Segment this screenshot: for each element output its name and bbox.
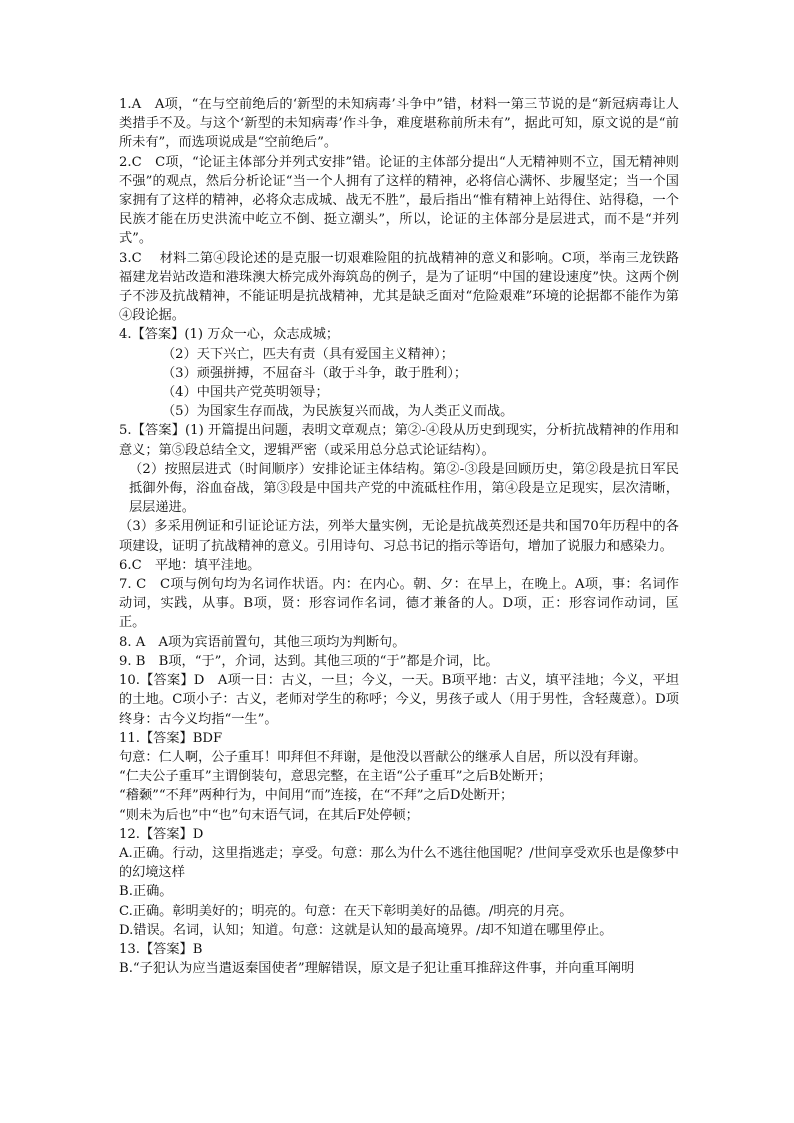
answer-11-note-b: “仁夫公子重耳”主谓倒装句，意思完整，在主语“公子重耳”之后B处断开； — [119, 769, 552, 785]
answer-4-line-4: （4）中国共产党英明领导； — [162, 385, 329, 401]
answer-4-line-3: （3）顽强拼搏，不屈奋斗（敢于斗争，敢于胜利）； — [162, 365, 468, 381]
answer-12-option-d: D.错误。名词，认知；知道。句意：这就是认知的最高境界。/却不知道在哪里停止。 — [119, 922, 613, 938]
answer-11-note-d: “稽颡”“不拜”两种行为，中间用“而”连接，在“不拜”之后D处断开； — [119, 788, 514, 804]
answer-2: 2.C C项，“论证主体部分并列式安排”错。论证的主体部分提出“人无精神则不立，国无精神则不强”的观点，然后分析论证“当一个人拥有了这样的精神，必将信心满怀、步履坚定；当一个国家拥有了这样的精神，必将众志成城、战无不胜”，最后指出“惟有精神上站得住、站得稳，一个民族才能在历史洪流中屹立不倒、挺立潮头”，所以，论证的主体部分是层进式，而不是“并列式”。 — [119, 154, 679, 247]
answer-key-page — [119, 95, 679, 978]
answer-11-meaning: 句意：仁人啊，公子重耳！叩拜但不拜谢，是他没以晋献公的继承人自居，所以没有拜谢。 — [119, 749, 647, 765]
answer-11-note-f: “则未为后也”中“也”句末语气词，在其后F处停顿； — [119, 807, 419, 823]
answer-4-line-5: （5）为国家生存而战，为民族复兴而战，为人类正义而战。 — [162, 404, 514, 420]
answer-6: 6.C 平地：填平洼地。 — [119, 557, 261, 573]
answer-8: 8. A A项为宾语前置句，其他三项均为判断句。 — [119, 634, 406, 650]
answer-12-option-b: B.正确。 — [119, 884, 173, 900]
answer-12-heading: 12.【答案】D — [119, 826, 204, 842]
answer-4-line-1: 4.【答案】(1) 万众一心，众志成城； — [119, 327, 340, 343]
answer-5-part-2: （2）按照层进式（时间顺序）安排论证主体结构。第②-③段是回顾历史，第②段是抗日军民抵御外侮，浴血奋战，第③段是中国共产党的中流砥柱作用，第④段是立足现实，层次清晰，层层递进。 — [129, 461, 679, 516]
answer-3: 3.C 材料二第④段论述的是克服一切艰难险阻的抗战精神的意义和影响。C项，举南三龙铁路福建龙岩站改造和港珠澳大桥完成外海筑岛的例子，是为了证明“中国的建设速度”快。这两个例子不涉及抗战精神，不能证明是抗战精神，尤其是缺乏面对“危险艰难”环境的论据都不能作为第④段论据。 — [119, 250, 679, 324]
answer-12-option-c: C.正确。彰明美好的；明亮的。句意：在天下彰明美好的品德。/明亮的月亮。 — [119, 903, 573, 919]
answer-13-heading: 13.【答案】B — [119, 941, 203, 957]
answer-5-part-1: 5.【答案】(1) 开篇提出问题，表明文章观点；第②-④段从历史到现实，分析抗战精神的作用和意义；第⑤段总结全文，逻辑严密（或采用总分总式论证结构）。 — [119, 423, 679, 458]
answer-4-line-2: （2）天下兴亡，匹夫有责（具有爱国主义精神）； — [162, 346, 454, 362]
answer-10: 10.【答案】D A项一日：古义，一旦；今义，一天。B项平地：古义，填平洼地；今义，平坦的土地。C项小子：古义，老师对学生的称呼；今义，男孩子或人（用于男性，含轻蔑意）。D项终身：古今义均指“一生”。 — [119, 673, 679, 727]
answer-11-heading: 11.【答案】BDF — [119, 730, 223, 746]
answer-5-part-3: （3）多采用例证和引证论证方法，列举大量实例，无论是抗战英烈还是共和国70年历程中的各项建设，证明了抗战精神的意义。引用诗句、习总书记的指示等语句，增加了说服力和感染力。 — [119, 519, 679, 554]
answer-1: 1.A A项，“在与空前绝后的‘新型的未知病毒’斗争中”错，材料一第三节说的是“新冠病毒让人类措手不及。与这个‘新型的未知病毒’作斗争，难度堪称前所未有”，据此可知，原文说的是“前所未有”，而选项说成是“空前绝后”。 — [119, 97, 679, 151]
answer-7: 7. C C项与例句均为名词作状语。内：在内心。朝、夕：在早上，在晚上。A项，事：名词作动词，实践，从事。B项，贤：形容词作名词，德才兼备的人。D项，正：形容词作动词，匡正。 — [119, 577, 679, 631]
answer-13-option-b: B.“子犯认为应当遣返秦国使者”理解错误，原文是子犯让重耳推辞这件事，并向重耳阐明 — [119, 961, 635, 977]
answer-12-option-a: A.正确。行动，这里指逃走；享受。句意：那么为什么不逃往他国呢？/世间享受欢乐也是像梦中的幻境这样 — [119, 845, 679, 881]
answer-9: 9. B B项，“于”，介词，达到。其他三项的“于”都是介词，比。 — [119, 653, 499, 669]
